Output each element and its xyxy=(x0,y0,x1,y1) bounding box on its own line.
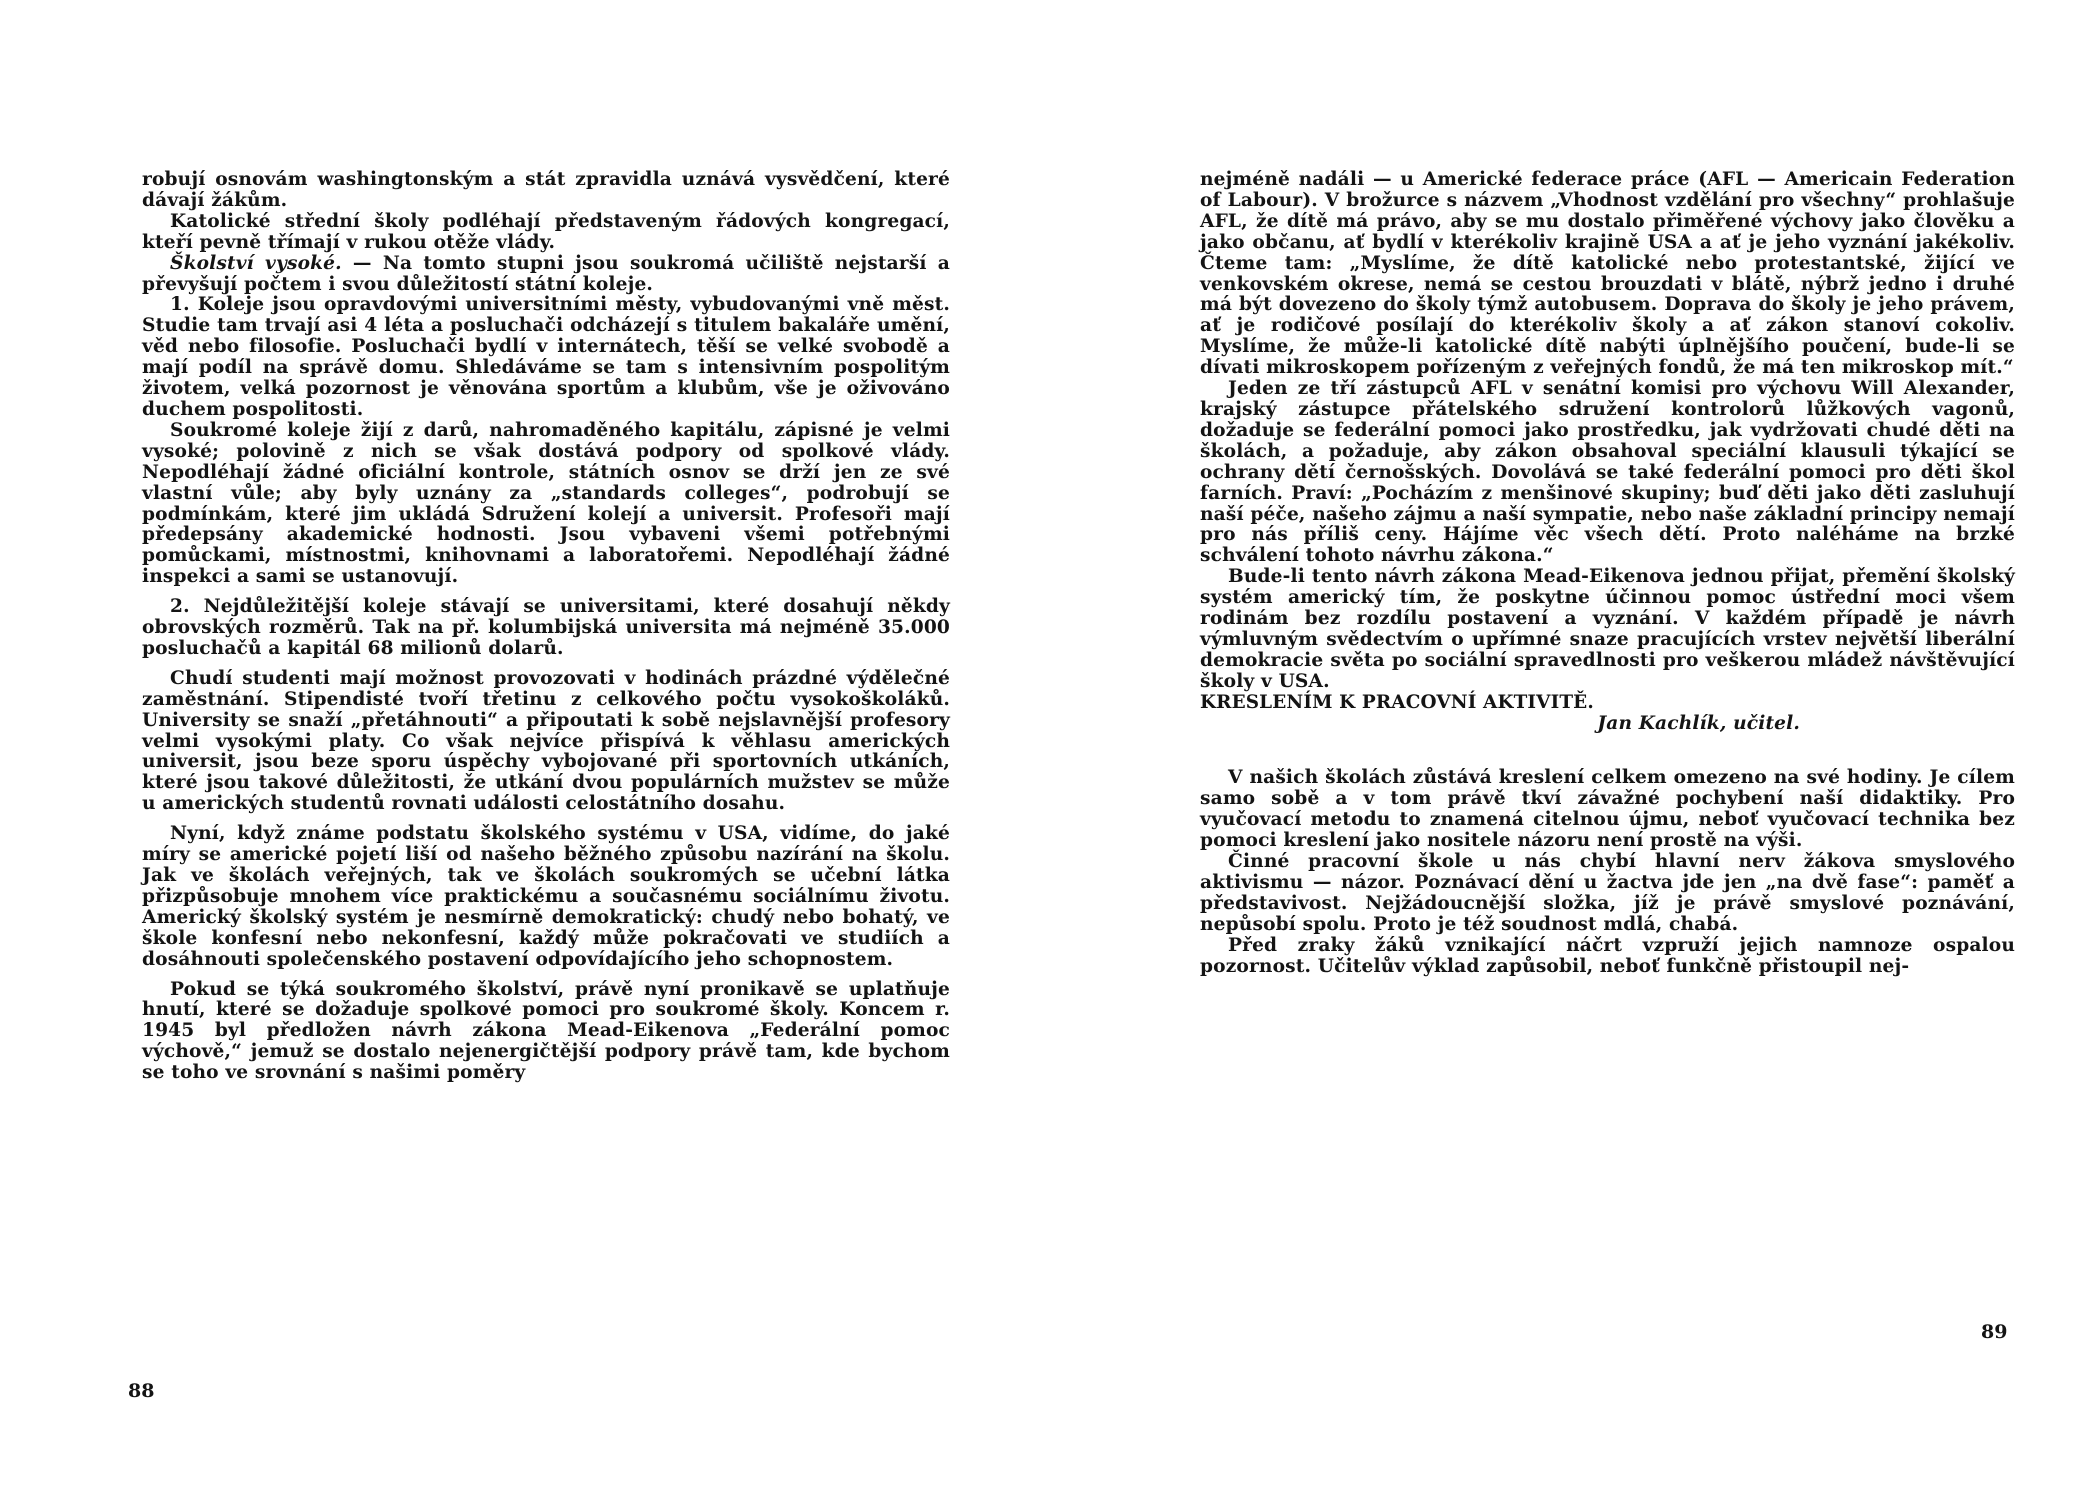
left-text-column xyxy=(142,170,950,1084)
paragraph: Bude-li tento návrh zákona Mead-Eikenova jednou přijat, přemění školský systém americký tím, že poskytne účinnou pomoc ústřední moci všem rodinám bez rozdílu postavení a vyznání. V každém případě je návrh výmluvným svědectvím o upřímné snaze pracujících vrstev největší liberální demokracie světa po sociální spravedlnosti pro veškerou mládež návštěvující školy v USA. xyxy=(1200,566,2015,692)
author-line: Jan Kachlík, učitel. xyxy=(1597,712,1800,734)
inline-heading: Školství vysoké. xyxy=(170,252,342,274)
paragraph: Chudí studenti mají možnost provozovati v hodinách prázdné výdělečné zaměstnání. Stipendisté tvoří třetinu z celkového počtu vysokoškoláků. University se snaží „přetáhnouti“ a připoutati k sobě nejslavnější profesory velmi vysokými platy. Co však nejvíce přispívá k věhlasu amerických universit, jsou beze sporu úspěchy vybojované při sportovních utkáních, které jsou takové důležitosti, že utkání dvou populárních mužstev se může u amerických studentů rovnati události celostátního dosahu. xyxy=(142,667,950,815)
right-text-column xyxy=(1200,170,2015,978)
paragraph: Školství vysoké. — Na tomto stupni jsou soukromá učiliště nejstarší a převyšují počtem i svou důležitostí státní koleje. xyxy=(142,252,950,295)
right-page xyxy=(1046,0,2092,1500)
paragraph: Pokud se týká soukromého školství, právě nyní pronikavě se uplatňuje hnutí, které se dožaduje spolkové pomoci pro soukromé školy. Koncem r. 1945 byl předložen návrh zákona Mead-Eikenova „Federální pomoc výchově,“ jemuž se dostalo nejenergičtější podpory právě tam, kde bychom se toho ve srovnání s našimi poměry xyxy=(142,978,950,1084)
paragraph: Nyní, když známe podstatu školského systému v USA, vidíme, do jaké míry se americké pojetí liší od našeho běžného způsobu nazírání na školu. Jak ve školách veřejných, tak ve školách soukromých se učební látka přizpůsobuje mnohem více praktickému a současnému sociálnímu životu. Americký školský systém je nesmírně demokratický: chudý nebo bohatý, ve škole konfesní nebo nekonfesní, každý může pokračovati ve studiích a dosáhnouti společenského postavení odpovídajícího jeho schopnostem. xyxy=(142,823,950,970)
paragraph: robují osnovám washingtonským a stát zpravidla uznává vysvědčení, které dávají žákům. xyxy=(142,169,950,211)
paragraph: V našich školách zůstává kreslení celkem omezeno na své hodiny. Je cílem samo sobě a v tom právě tkví závažné pochybení naší didaktiky. Pro vyučovací metodu to znamená citelnou újmu, neboť vyučovací technika bez pomoci kreslení jako nositele názoru není prostě na výši. xyxy=(1200,767,2015,852)
paragraph: Před zraky žáků vznikající náčrt vzpruží jejich namnoze ospalou pozornost. Učitelův výklad zapůsobil, neboť funkčně přistoupil nej- xyxy=(1200,934,2015,977)
paragraph: Jeden ze tří zástupců AFL v senátní komisi pro výchovu Will Alexander, krajský zástupce přátelského sdružení kontrolorů lůžkových vagonů, dožaduje se federální pomoci jako prostředku, jak vydržovati chudé děti na školách, a požaduje, aby zákon obsahoval speciální klausuli týkající se ochrany dětí černošských. Dovolává se také federální pomoci pro děti škol farních. Praví: „Pocházím z menšinové skupiny; buď děti jako děti zasluhují naší péče, našeho zájmu a naší sympatie, nebo naše základní principy nemají pro nás příliš ceny. Hájíme věc všech dětí. Proto naléháme na brzké schválení tohoto návrhu zákona.“ xyxy=(1200,378,2015,567)
paragraph: Katolické střední školy podléhají představeným řádových kongregací, kteří pevně třímají v rukou otěže vlády. xyxy=(142,210,950,253)
page-number: 89 xyxy=(1981,1321,2008,1343)
paragraph: Činné pracovní škole u nás chybí hlavní nerv žákova smyslového aktivismu — názor. Poznávací dění u žactva jde jen „na dvě fase“: paměť a představivost. Nejžádoucnější složka, jíž je právě smyslové poznávání, nepůsobí spolu. Proto je též soudnost mdlá, chabá. xyxy=(1200,851,2015,935)
paragraph: 1. Koleje jsou opravdovými universitními městy, vybudovanými vně měst. Studie tam trvají asi 4 léta a posluchači odcházejí s titulem bakaláře umění, věd nebo filosofie. Posluchači bydlí v internátech, těší se velké svobodě a mají podíl na správě domu. Shledáváme se tam s intensivním pospolitým životem, velká pozornost je věnována sportům a klubům, vše je oživováno duchem pospolitosti. xyxy=(142,294,950,420)
paragraph: nejméně nadáli — u Americké federace práce (AFL — Americain Federation of Labour). V brožurce s názvem „Vhodnost vzdělání pro všechny“ prohlašuje AFL, že dítě má právo, aby se mu dostalo přiměřené výchovy jako člověku a jako občanu, ať bydlí v kterékoliv krajině USA a ať je jeho vyznání jakékoliv. Čteme tam: „Myslíme, že dítě katolické nebo protestantské, žijící ve venkovském okrese, nemá se cestou brouzdati v blátě, nýbrž jedno i druhé má být dovezeno do školy týmž autobusem. Doprava do školy je jeho právem, ať je rodičové posílají do kterékoliv školy a ať zákon stanoví cokoliv. Myslíme, že může-li katolické dítě nabýti úplnějšího poučení, bude-li se dívati mikroskopem pořízeným z veřejných fondů, že má ten mikroskop mít.“ xyxy=(1200,169,2015,379)
paragraph: Soukromé koleje žijí z darů, nahromaděného kapitálu, zápisné je velmi vysoké; polovině z nich se však dostává podpory od spolkové vlády. Nepodléhají žádné oficiální kontrole, státních osnov se drží jen ze své vlastní vůle; aby byly uznány za „standards colleges“, podrobují se podmínkám, které jim ukládá Sdružení kolejí a universit. Profesoři mají předepsány akademické hodnosti. Jsou vybaveni všemi potřebnými pomůckami, místnostmi, knihovnami a laboratořemi. Nepodléhají žádné inspekci a sami se ustanovují. xyxy=(142,419,950,588)
paragraph: 2. Nejdůležitější koleje stávají se universitami, které dosahují někdy obrovských rozměrů. Tak na př. kolumbijská universita má nejméně 35.000 posluchačů a kapitál 68 milionů dolarů. xyxy=(142,596,950,659)
page-number: 88 xyxy=(128,1380,155,1402)
section-heading: KRESLENÍM K PRACOVNÍ AKTIVITĚ. xyxy=(1200,691,1594,713)
